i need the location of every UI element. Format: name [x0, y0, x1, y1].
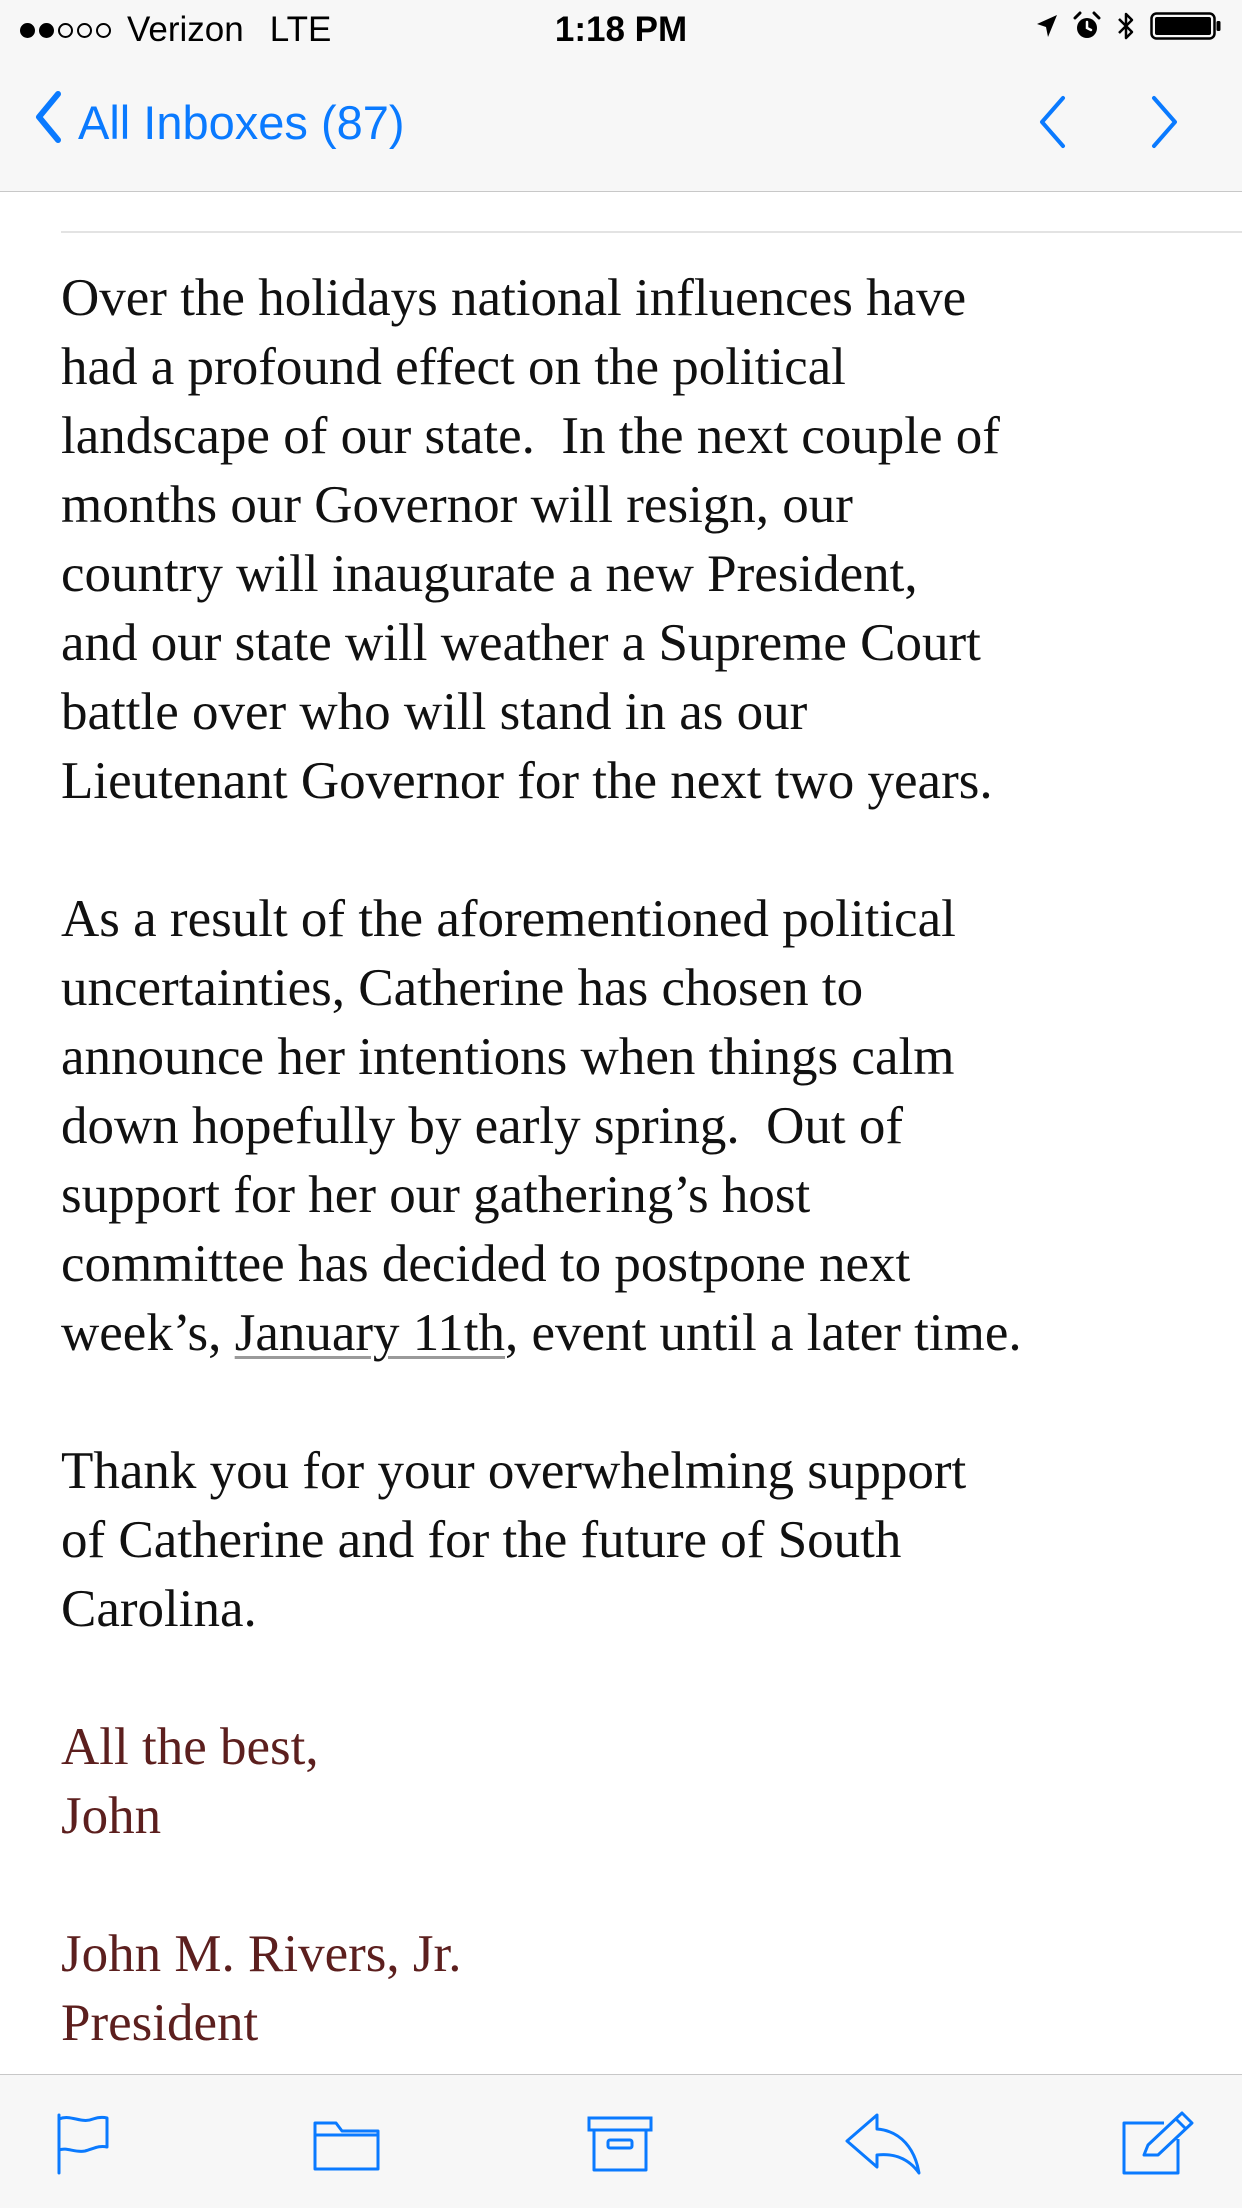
body-line: announce her intentions when things calm: [61, 1028, 955, 1086]
navigation-bar: [0, 60, 1242, 192]
body-line: uncertainties, Catherine has chosen to: [61, 959, 864, 1017]
body-line: support for her our gathering’s host: [61, 1166, 811, 1224]
paragraph-3: [61, 1437, 1231, 1644]
bluetooth-icon: [1116, 10, 1136, 42]
body-line: As a result of the aforementioned political: [61, 890, 956, 948]
carrier-name: Verizon: [127, 10, 244, 49]
message-body: [61, 264, 1231, 2074]
body-text-fragment: week’s,: [61, 1304, 235, 1362]
flag-button[interactable]: [55, 2111, 125, 2177]
paragraph-1: [61, 264, 1231, 816]
archive-icon: [585, 2111, 655, 2177]
message-body-scroll[interactable]: [0, 192, 1242, 2074]
status-time: 1:18 PM: [554, 10, 688, 49]
previous-message-button[interactable]: [1037, 95, 1067, 154]
compose-button[interactable]: [1120, 2111, 1200, 2177]
next-message-button[interactable]: [1150, 95, 1180, 154]
compose-icon: [1120, 2111, 1200, 2177]
body-line: [61, 1299, 1231, 1368]
signature-title: President: [61, 1994, 259, 2052]
chevron-right-icon: [1150, 95, 1180, 149]
archive-button[interactable]: [585, 2111, 655, 2177]
body-line: Thank you for your overwhelming support: [61, 1442, 967, 1500]
reply-button[interactable]: [843, 2111, 923, 2177]
paragraph-2: [61, 885, 1231, 1368]
signature-closing: All the best,: [61, 1718, 319, 1776]
reply-icon: [843, 2111, 923, 2177]
chevron-left-icon: [34, 90, 62, 155]
date-detected-link[interactable]: January 11th: [234, 1304, 506, 1362]
header-divider: [61, 231, 1242, 233]
body-line: down hopefully by early spring. Out of: [61, 1097, 903, 1155]
body-line: Carolina.: [61, 1580, 257, 1638]
network-type: LTE: [269, 10, 332, 49]
body-line: had a profound effect on the political: [61, 338, 846, 396]
back-button-label: All Inboxes (87): [78, 96, 405, 149]
signature: [61, 1713, 1231, 2058]
body-line: battle over who will stand in as our: [61, 683, 808, 741]
location-icon: [1036, 14, 1058, 38]
back-to-inboxes-button[interactable]: [34, 90, 405, 155]
body-line: committee has decided to postpone next: [61, 1235, 911, 1293]
move-to-folder-button[interactable]: [312, 2111, 382, 2177]
body-line: and our state will weather a Supreme Court: [61, 614, 981, 672]
signature-first-name: John: [61, 1787, 162, 1845]
body-line: country will inaugurate a new President,: [61, 545, 918, 603]
body-text-fragment: , event until a later time.: [505, 1304, 1022, 1362]
chevron-left-icon: [1037, 95, 1067, 149]
status-bar: [0, 0, 1242, 60]
battery-icon: [1150, 11, 1222, 41]
body-line: landscape of our state. In the next couple of: [61, 407, 1000, 465]
body-line: of Catherine and for the future of South: [61, 1511, 902, 1569]
signature-full-name: John M. Rivers, Jr.: [61, 1925, 462, 1983]
body-line: Lieutenant Governor for the next two years.: [61, 752, 993, 810]
status-right: [1036, 10, 1222, 42]
body-line: months our Governor will resign, our: [61, 476, 853, 534]
alarm-icon: [1072, 11, 1102, 41]
flag-icon: [55, 2111, 125, 2177]
bottom-toolbar: [0, 2074, 1242, 2208]
folder-icon: [312, 2111, 382, 2177]
body-line: Over the holidays national influences have: [61, 269, 967, 327]
